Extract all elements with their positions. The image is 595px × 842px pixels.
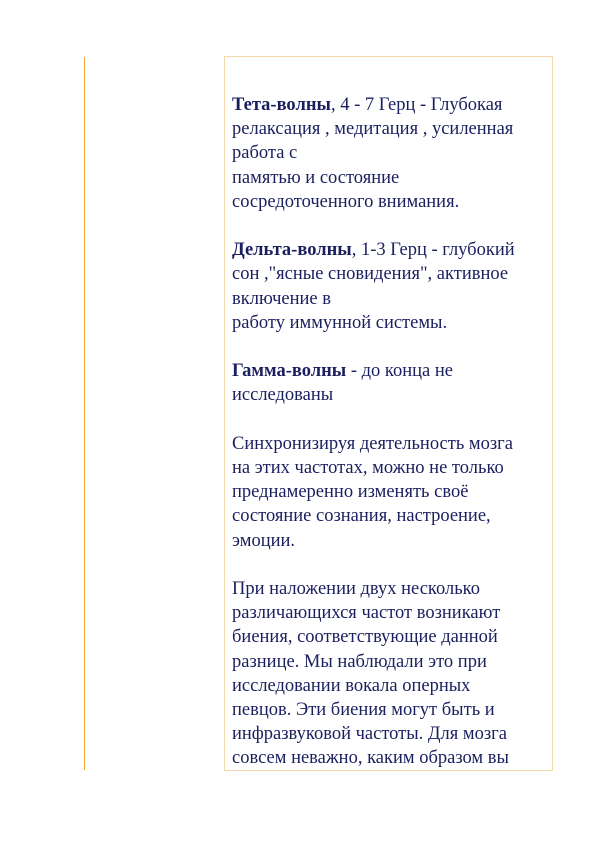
paragraph-delta-waves xyxy=(232,238,544,335)
paragraph-line: певцов. Эти биения могут быть и xyxy=(232,700,495,721)
paragraph-gamma-waves xyxy=(232,359,544,407)
paragraph-line: разнице. Мы наблюдали это при xyxy=(232,651,487,672)
left-margin-rule xyxy=(84,57,85,770)
text-frame xyxy=(224,56,553,771)
paragraph-theta-waves xyxy=(232,93,544,214)
paragraph-line: - до конца не xyxy=(346,361,453,382)
paragraph-line: Синхронизируя деятельность мозга xyxy=(232,433,513,454)
paragraph-line: различающихся частот возникают xyxy=(232,603,501,624)
paragraph-line: работу иммунной системы. xyxy=(232,312,448,333)
paragraph-line: , 1-3 Герц - глубокий xyxy=(351,240,515,261)
paragraph-line: инфразвуковой частоты. Для мозга xyxy=(232,724,507,745)
paragraph-line: исследовании вокала оперных xyxy=(232,675,471,696)
paragraph-line: включение в xyxy=(232,288,331,309)
term-delta-waves: Дельта-волны xyxy=(232,240,352,261)
paragraph-line: сон ,"ясные сновидения", активное xyxy=(232,264,509,285)
paragraph-line: памятью и состояние xyxy=(232,167,400,188)
paragraph-line: , 4 - 7 Герц - Глубокая xyxy=(330,95,503,115)
term-gamma-waves: Гамма-волны xyxy=(232,361,347,382)
paragraph-line: на этих частотах, можно не только xyxy=(232,458,504,478)
paragraph-line: сосредоточенного внимания. xyxy=(232,191,460,212)
term-theta-waves: Тета-волны xyxy=(232,95,331,115)
paragraph-line: биения, соответствующие данной xyxy=(232,627,498,648)
paragraph-line: При наложении двух несколько xyxy=(232,579,480,599)
paragraph-beats xyxy=(232,577,544,771)
paragraph-line: совсем неважно, каким образом вы xyxy=(232,748,509,769)
paragraph-line: работа с xyxy=(232,143,298,164)
paragraph-synchronization xyxy=(232,432,544,553)
paragraph-line: релаксация , медитация , усиленная xyxy=(232,119,514,140)
paragraph-line: эмоции. xyxy=(232,530,296,551)
paragraph-line: исследованы xyxy=(232,385,334,406)
paragraph-line: преднамеренно изменять своё xyxy=(232,482,469,503)
paragraph-line: состояние сознания, настроение, xyxy=(232,506,491,527)
